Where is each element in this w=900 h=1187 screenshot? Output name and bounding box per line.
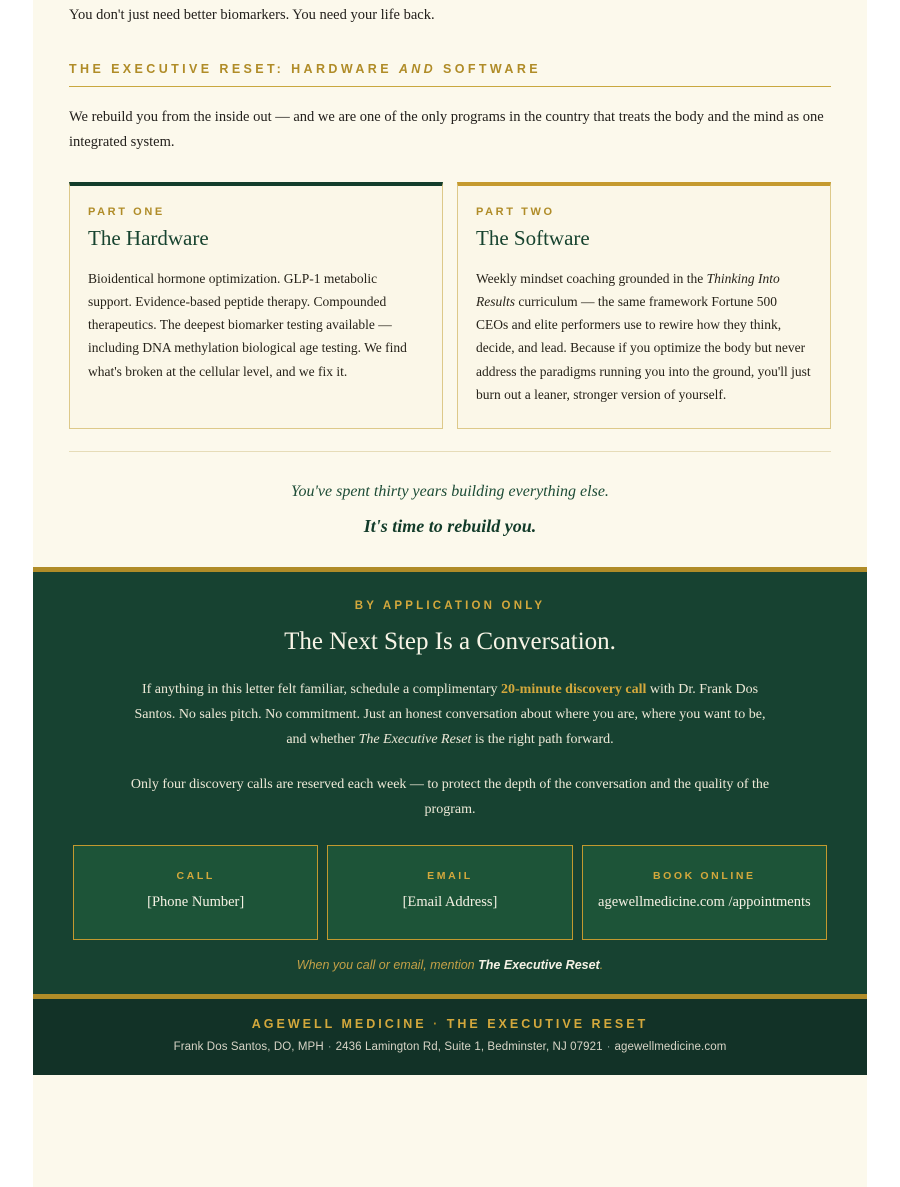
cta-scarcity-paragraph: Only four discovery calls are reserved each week — to protect the depth of the conversation and the quality of the program. [130, 776, 770, 817]
mention-note [73, 958, 827, 972]
part-one-eyebrow: PART ONE [88, 205, 165, 218]
footer-brand-separator: · [433, 1016, 441, 1031]
contact-label-call: CALL [176, 869, 215, 882]
contact-box-email[interactable] [327, 845, 572, 940]
contact-box-call[interactable] [73, 845, 318, 940]
footer-brand-line [53, 1017, 847, 1031]
mention-note-after: . [599, 957, 604, 972]
footer-brand-right: THE EXECUTIVE RESET [446, 1016, 649, 1031]
footer-meta-site: agewellmedicine.com [614, 1040, 727, 1053]
footer-brand-left: AGEWELL MEDICINE [251, 1016, 427, 1031]
contact-box-book-online[interactable] [582, 845, 827, 940]
section-eyebrow-before: THE EXECUTIVE RESET: HARDWARE [69, 61, 399, 76]
contact-box-row [73, 845, 827, 940]
section-intro-paragraph: We rebuild you from the inside out — and we are one of the only programs in the country that treats the body and the mind as one integrated system. [69, 108, 824, 151]
section-eyebrow-after: SOFTWARE [436, 61, 542, 76]
contact-label-email: EMAIL [427, 869, 473, 882]
cta-section [33, 567, 867, 994]
pull-quote-line-one: You've spent thirty years building everything else. [291, 482, 609, 500]
footer-meta-line [53, 1041, 847, 1053]
pull-quote-line-two: It's time to rebuild you. [363, 515, 537, 536]
lead-line: You don't just need better biomarkers. You need your life back. [69, 7, 435, 23]
cta-paragraph: If anything in this letter felt familiar, schedule a complimentary 20-minute discovery call with Dr. Frank Dos Santos. No sales pitch. No commitment. Just an honest conversation about where you are, where you want to be, and whether The Executive Reset is the right path forward. [134, 681, 766, 747]
contact-value-call: [Phone Number] [147, 893, 245, 910]
pull-quote [69, 451, 831, 567]
mention-note-bold: The Executive Reset [478, 957, 600, 972]
letter-upper-content [33, 0, 867, 567]
footer-meta-address: 2436 Lamington Rd, Suite 1, Bedminster, NJ 07921 [335, 1040, 603, 1053]
page-tail-whitespace [33, 1075, 867, 1187]
part-two-eyebrow: PART TWO [476, 205, 555, 218]
cta-title: The Next Step Is a Conversation. [284, 627, 616, 655]
contact-label-book-online: BOOK ONLINE [652, 869, 756, 882]
mention-note-before: When you call or email, mention [296, 957, 479, 972]
footer-meta-name: Frank Dos Santos, DO, MPH [173, 1040, 324, 1053]
part-one-body: Bioidentical hormone optimization. GLP-1 metabolic support. Evidence-based peptide therapy. Compounded therapeutics. The deepest biomarker testing available — including DNA methylation biological age testing. We find what's broken at the cellular level, and we fix it. [88, 270, 407, 379]
contact-value-email: [Email Address] [402, 893, 498, 910]
parts-card-row [69, 182, 831, 429]
footer-meta-separator-two: · [606, 1040, 611, 1053]
footer-meta-separator-one: · [327, 1040, 332, 1053]
part-two-card [457, 182, 831, 429]
letter-page [33, 0, 867, 1187]
part-two-body: Weekly mindset coaching grounded in the Thinking Into Results curriculum — the same framework Fortune 500 CEOs and elite performers use to rewire how they think, decide, and lead. Because if you optimize the body but never address the paradigms running you into the ground, you'll just burn out a leaner, stronger version of yourself. [476, 270, 811, 402]
contact-value-book-online: agewellmedicine.com /appointments [598, 893, 811, 910]
cta-eyebrow: BY APPLICATION ONLY [354, 599, 546, 612]
part-one-card [69, 182, 443, 429]
page-footer [33, 994, 867, 1075]
section-eyebrow-italic: AND [398, 61, 437, 76]
part-one-title: The Hardware [88, 225, 209, 250]
section-eyebrow [69, 62, 831, 87]
part-two-title: The Software [476, 225, 590, 250]
